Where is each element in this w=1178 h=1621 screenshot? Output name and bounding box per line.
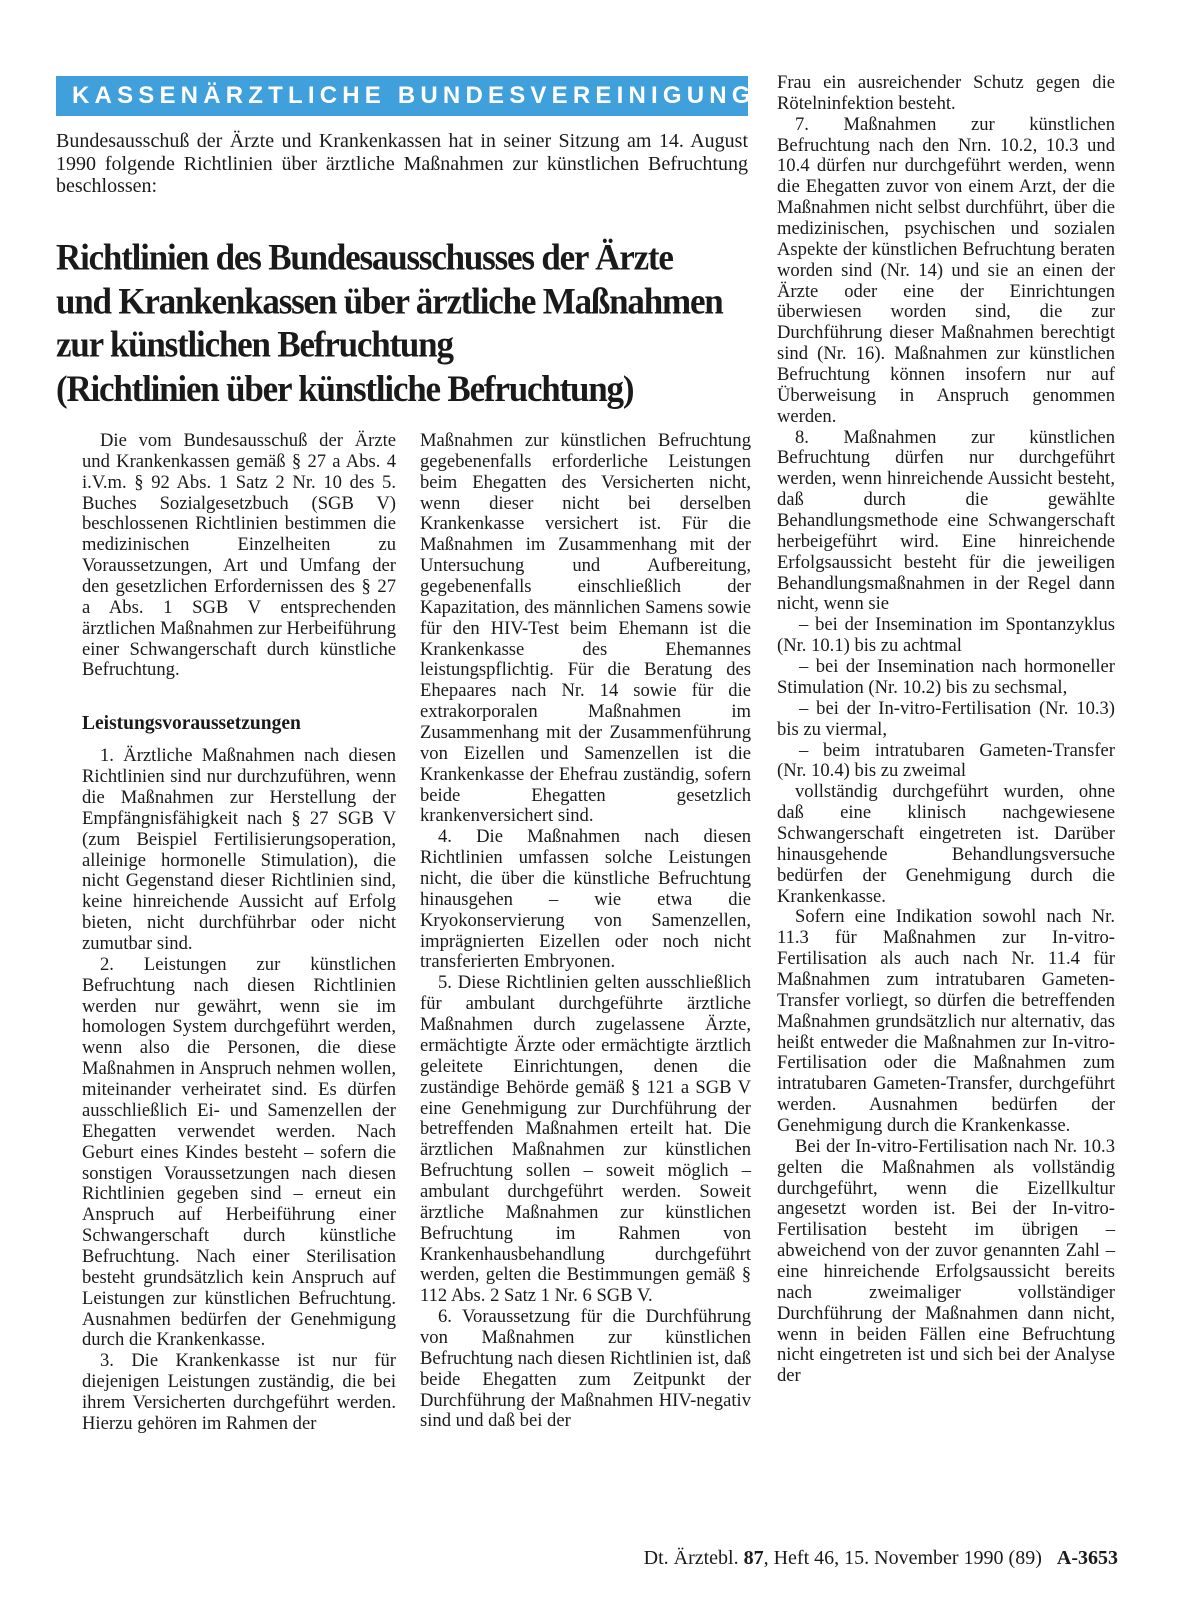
paragraph-3: 3. Die Krankenkasse ist nur für diejenigen Leistungen zuständig, die bei ihrem Versicherten durchgeführt werden. Hierzu gehören im Rahmen der <box>82 1350 396 1434</box>
title-line-3: zur künstlichen Befruchtung <box>56 324 453 366</box>
section-heading: Leistungsvoraussetzungen <box>82 713 301 735</box>
text-column-2 <box>420 431 751 1432</box>
text-column-1 <box>82 431 396 1435</box>
paragraph-10: Bei der In-vitro-Fertilisation nach Nr. 10.3 gelten die Maßnahmen als vollständig durchgeführt, wenn die Eizellkultur angesetzt worden ist. Bei der In-vitro-Fertilisation besteht im übrigen – abweichend von der zuvor genannten Zahl – eine hinreichende Erfolgsaussicht bereits nach zweimaliger vollständiger Durchführung der Maßnahmen dann nicht, wenn in beiden Fällen eine Befruchtung nicht eingetreten ist und sich bei der Analyse der <box>777 1135 1115 1387</box>
volume-number: 87 <box>743 1547 764 1569</box>
paragraph-3-continued: Maßnahmen zur künstlichen Befruchtung gegebenenfalls erforderliche Leistungen beim Ehegatten des Versicherten nicht, wenn dieser nicht bei derselben Krankenkasse versichert ist. Für die Maßnahmen im Zusammenhang mit der Untersuchung und Aufbereitung, gegebenenfalls einschließlich der Kapazitation, des männlichen Samens sowie für den HIV-Test beim Ehemann ist die Krankenkasse des Ehemannes leistungspflichtig. Für die Beratung des Ehepaares nach Nr. 14 sowie für die extrakorporalen Maßnahmen im Zusammenhang mit der Zusammenführung von Eizellen und Samenzellen ist die Krankenkasse der Ehefrau zuständig, sofern beide Ehegatten gesetzlich krankenversichert sind. <box>420 430 751 827</box>
paragraph-5: 5. Diese Richtlinien gelten ausschließlich für ambulant durchgeführte ärztliche Maßnahmen durch zugelassene Ärzte, ermächtigte Ärzte oder ermächtigte ärztlich geleitete Einrichtungen, denen die zuständige Behörde gemäß § 121 a SGB V eine Genehmigung zur Durchführung der betreffenden Maßnahmen erteilt hat. Die ärztlichen Maßnahmen zur künstlichen Befruchtung sollen – soweit möglich – ambulant durchgeführt werden. Soweit ärztliche Maßnahmen zur künstlichen Befruchtung im Rahmen von Krankenhausbehandlung durchgeführt werden, gelten die Bestimmungen gemäß § 112 Abs. 2 Satz 1 Nr. 6 SGB V. <box>420 972 751 1307</box>
page-footer <box>570 1547 1118 1570</box>
list-item: – bei der In-vitro-Fertilisation (Nr. 10.3) bis zu viermal, <box>777 697 1115 740</box>
paragraph-2: 2. Leistungen zur künstlichen Befruchtung nach diesen Richtlinien werden nur gewährt, wenn sie im homologen System durchgeführt werden, wenn also die Personen, die diese Maßnahmen in Anspruch nehmen wollen, miteinander verheiratet sind. Es dürfen ausschließlich Ei- und Samenzellen der Ehegatten verwendet werden. Nach Geburt eines Kindes besteht – sofern die sonstigen Voraussetzungen nach diesen Richtlinien gegeben sind – erneut ein Anspruch auf Herbeiführung einer Schwangerschaft durch künstliche Befruchtung. Nach einer Sterilisation besteht grundsätzlich kein Anspruch auf Leistungen zur künstlichen Befruchtung. Ausnahmen bedürfen der Genehmigung durch die Krankenkasse. <box>82 953 396 1351</box>
banner-label: KASSENÄRZTLICHE BUNDESVEREINIGUNG <box>72 82 756 109</box>
list-item: – bei der Insemination nach hormoneller Stimulation (Nr. 10.2) bis zu sechsmal, <box>777 656 1115 698</box>
paragraph-1: 1. Ärztliche Maßnahmen nach diesen Richtlinien sind nur durchzuführen, wenn die Maßnahmen zur Herstellung der Empfängnisfähigkeit nach § 27 SGB V (zum Beispiel Fertilisierungsoperation, alleinige hormonelle Stimulation), die nicht Gegenstand dieser Richtlinien sind, keine hinreichende Aussicht auf Erfolg bieten, nicht durchführbar oder nicht zumutbar sind. <box>82 745 396 955</box>
issue-info: , Heft 46, 15. November 1990 (89) <box>763 1547 1042 1569</box>
paragraph-7: 7. Maßnahmen zur künstlichen Befruchtung nach den Nrn. 10.2, 10.3 und 10.4 dürfen nur durchgeführt werden, wenn die Ehegatten zuvor von einem Arzt, der die Maßnahmen nicht selbst durchführt, über die medizinischen, psychischen und sozialen Aspekte der künstlichen Befruchtung beraten worden sind (Nr. 14) und sie an einen der Ärzte oder eine der Einrichtungen überwiesen worden sind, die zur Durchführung dieser Maßnahmen berechtigt sind (Nr. 16). Maßnahmen zur künstlichen Befruchtung können insofern nur auf Überweisung in Anspruch genommen werden. <box>777 113 1115 427</box>
title-line-4: (Richtlinien über künstliche Befruchtung) <box>56 367 634 409</box>
paragraph-6: 6. Voraussetzung für die Durchführung von Maßnahmen zur künstlichen Befruchtung nach diesen Richtlinien ist, daß beide Ehegatten zum Zeitpunkt der Durchführung der Maßnahmen HIV-negativ sind und daß bei der <box>420 1306 751 1432</box>
paragraph-8: 8. Maßnahmen zur künstlichen Befruchtung dürfen nur durchgeführt werden, wenn hinreichende Aussicht besteht, daß durch die gewählte Behandlungsmethode eine Schwangerschaft herbeigeführt wird. Eine hinreichende Erfolgsaussicht besteht für die jeweiligen Behandlungsmaßnahmen in der Regel dann nicht, wenn sie <box>777 426 1115 615</box>
section-banner <box>56 76 756 116</box>
text-column-3 <box>777 73 1115 1387</box>
page-title <box>56 236 756 410</box>
list-item: – beim intratubaren Gameten-Transfer (Nr. 10.4) bis zu zweimal <box>777 739 1115 782</box>
paragraph-4: 4. Die Maßnahmen nach diesen Richtlinien umfassen solche Leistungen nicht, die über die künstliche Befruchtung hinausgehen – wie etwa die Kryokonservierung von Samenzellen, imprägnierten Eizellen oder noch nicht transferierten Embryonen. <box>420 826 751 973</box>
list-item: – bei der Insemination im Spontanzyklus (Nr. 10.1) bis zu achtmal <box>777 614 1115 657</box>
journal-name: Dt. Ärztebl. <box>643 1547 739 1569</box>
preamble-paragraph: Die vom Bundesausschuß der Ärzte und Krankenkassen gemäß § 27 a Abs. 4 i.V.m. § 92 Abs. 1 Satz 2 Nr. 10 des 5. Buches Sozialgesetzbuch (SGB V) beschlossenen Richtlinien bestimmen die medizinischen Einzelheiten zu Voraussetzungen, Art und Umfang der den gesetzlichen Erfordernissen des § 27 a Abs. 1 SGB V entsprechenden ärztlichen Maßnahmen zur Herbeiführung einer Schwangerschaft durch künstliche Befruchtung. <box>82 430 396 681</box>
paragraph-6-continued: Frau ein ausreichender Schutz gegen die Rötelninfektion besteht. <box>777 72 1115 114</box>
title-line-1: Richtlinien des Bundesausschusses der Ärzte <box>56 237 673 278</box>
intro-paragraph: Bundesausschuß der Ärzte und Krankenkassen hat in seiner Sitzung am 14. August 1990 folgende Richtlinien über ärztliche Maßnahmen zur künstlichen Befruchtung beschlossen: <box>56 130 748 197</box>
page-number: A-3653 <box>1056 1547 1118 1569</box>
paragraph-8-continued: vollständig durchgeführt wurden, ohne daß eine klinisch nachgewiesene Schwangerschaft eingetreten ist. Darüber hinausgehende Behandlungsversuche bedürfen der Genehmigung durch die Krankenkasse. <box>777 781 1115 907</box>
paragraph-9: Sofern eine Indikation sowohl nach Nr. 11.3 für Maßnahmen zur In-vitro-Fertilisation als auch nach Nr. 11.4 für Maßnahmen zum intratubaren Gameten-Transfer vorliegt, so dürfen die betreffenden Maßnahmen grundsätzlich nur alternativ, das heißt entweder die Maßnahmen zur In-vitro-Fertilisation oder die Maßnahmen zum intratubaren Gameten-Transfer, durchgeführt werden. Ausnahmen bedürfen der Genehmigung durch die Krankenkasse. <box>777 906 1115 1136</box>
title-line-2: und Krankenkassen über ärztliche Maßnahmen <box>56 280 723 322</box>
